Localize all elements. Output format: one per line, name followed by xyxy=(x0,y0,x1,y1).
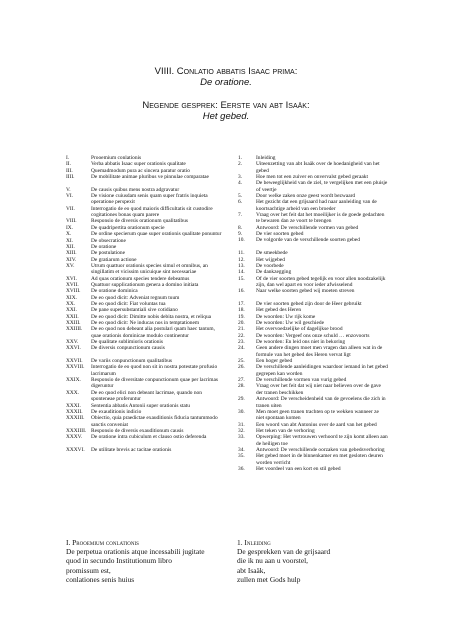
toc-entry-title: De eo quod dicit: Ne inducas nos in temptationem xyxy=(91,319,200,326)
latin-heading xyxy=(0,66,452,88)
toc-dutch-entry xyxy=(238,288,388,294)
toc-entry-title: De vier soorten gebed xyxy=(256,231,304,238)
toc-entry-title: Antwoord: De verscheidenheid van de gevoelens die zich in tranen uiten xyxy=(256,396,386,409)
toc-entry-number: 33. xyxy=(238,434,245,441)
toc-entry-number: XXIII. xyxy=(66,319,81,326)
section-latin xyxy=(66,538,236,584)
toc-entry-title: Vraag over het feit dat wij niet naar believen over de gave der tranen beschikken xyxy=(256,383,381,396)
latin-heading-line1: VIIII. Conlatio abbatis Isaac prima: xyxy=(154,66,298,77)
toc-entry-number: 3. xyxy=(238,174,243,181)
toc-entry-number: 12. xyxy=(238,256,245,263)
toc-entry-number: 18. xyxy=(238,307,245,314)
toc-entry-title: Men moet geen tranen trachten op te wekken wanneer ze niet spontaan komen xyxy=(256,408,379,422)
toc-entry-title: De woorden: Vergeef ons onze schuld … enzovoorts xyxy=(256,332,370,339)
toc-entry-number: XVI. xyxy=(66,275,77,282)
toc-latin xyxy=(66,155,226,453)
toc-entry-number: I. xyxy=(66,155,70,161)
toc-entry-title: De verschillende vormen van vurig gebed xyxy=(256,377,347,384)
toc-entry-title: Het wijgebed xyxy=(256,256,285,263)
toc-entry-title: Responsio de diversis orationum qualitatibus xyxy=(91,218,189,225)
toc-entry-title: De woorden: Uw wil geschiede xyxy=(256,320,324,327)
toc-entry-title: De obsecratione xyxy=(91,237,126,244)
toc-entry-title: Interrogatio de eo quod maioris difficultatis sit custodire cogitationes bonas quam parere xyxy=(91,205,213,219)
toc-entry-title: De postulatione xyxy=(91,250,125,257)
toc-dutch-entry xyxy=(238,466,388,472)
section-dutch-line: abt Isaäk, xyxy=(237,565,266,575)
toc-entry-number: 32. xyxy=(238,427,245,434)
toc-entry-title: De woorden: En leid ons niet in bekoring xyxy=(256,339,346,346)
toc-entry-title: Prooemium conlationis xyxy=(91,155,142,161)
toc-entry-title: De pane supersubstantiali sive cotidiano xyxy=(91,307,178,314)
toc-entry-number: II. xyxy=(66,161,71,168)
section-dutch xyxy=(237,538,397,584)
toc-entry-number: XVII. xyxy=(66,281,79,288)
section-latin-line: promissum est, xyxy=(66,565,111,575)
toc-dutch-entry xyxy=(238,161,388,174)
toc-latin-entry xyxy=(66,364,226,377)
toc-entry-title: Utrum quattuor orationis species simul et omnibus, an singillatim et vicissim unicuique sint necessariae xyxy=(91,262,208,276)
toc-entry-number: 6. xyxy=(238,199,243,206)
toc-entry-number: VIII. xyxy=(66,218,77,225)
toc-dutch-entry xyxy=(238,383,388,396)
toc-entry-number: XXXV. xyxy=(66,434,83,441)
toc-entry-number: 20. xyxy=(238,320,245,327)
toc-entry-title: Interrogatio de eo quod non sit in nostra potestate profusio lacrimarum xyxy=(91,364,218,377)
toc-entry-title: Een woord van abt Antonius over de aard van het gebed xyxy=(256,421,377,428)
toc-entry-number: XXIIII. xyxy=(66,326,83,333)
section-latin-line: De perpetua orationis atque incessabili jugitate xyxy=(66,547,205,557)
section-dutch-heading: 1. Inleiding xyxy=(237,538,271,547)
toc-entry-number: 7. xyxy=(238,212,243,219)
toc-entry-title: De woorden: Uw rijk kome xyxy=(256,313,316,320)
toc-entry-number: 21. xyxy=(238,326,245,333)
toc-entry-number: XIII. xyxy=(66,250,77,257)
dutch-heading xyxy=(0,100,452,122)
toc-latin-entry xyxy=(66,206,226,219)
toc-entry-number: 5. xyxy=(238,193,243,200)
toc-entry-title: De oratione dominica xyxy=(91,288,138,295)
toc-entry-title: Het gebed moet in de binnenkamer en met gesloten deuren worden verricht xyxy=(256,453,383,466)
toc-entry-number: 11. xyxy=(238,250,245,257)
toc-entry-number: XXVII. xyxy=(66,358,83,365)
toc-dutch xyxy=(238,155,388,472)
toc-dutch-entry xyxy=(238,237,388,243)
toc-entry-title: Of de vier soorten gebed tegelijk en voor allen noodzakelijk zijn, dan wel apart en voor ieder afwisselend xyxy=(256,275,386,288)
toc-entry-number: XXXIIII. xyxy=(66,427,87,434)
toc-entry-number: XXII. xyxy=(66,313,79,320)
toc-entry-title: De utilitate brevis ac tacitae orationis xyxy=(91,446,172,453)
toc-entry-number: XIX. xyxy=(66,294,77,301)
toc-entry-number: 13. xyxy=(238,262,245,269)
toc-entry-title: Sententia abbatis Antonii super orationis statu xyxy=(91,402,190,409)
toc-entry-title: De causis quibus mens nostra adgravatur xyxy=(91,186,180,193)
toc-entry-number: 31. xyxy=(238,421,245,428)
section-latin-heading: I. Prooemium conlationis xyxy=(66,538,139,547)
toc-entry-number: 27. xyxy=(238,377,245,384)
toc-entry-number: 28. xyxy=(238,383,245,390)
toc-entry-number: 8. xyxy=(238,224,243,231)
toc-dutch-entry xyxy=(238,396,388,409)
toc-entry-title: De visione cuiusdam senis quam super fratris inquieta operatione perspexit xyxy=(91,193,208,206)
toc-entry-number: 30. xyxy=(238,408,245,415)
toc-latin-entry xyxy=(66,263,226,276)
toc-entry-title: Het teken van de verhoring xyxy=(256,427,315,434)
toc-entry-number: 2. xyxy=(238,161,243,168)
toc-entry-title: De mobilitate animae pluribus ve pinnulae comparatae xyxy=(91,174,209,181)
toc-entry-title: De voorbede xyxy=(256,262,284,269)
toc-entry-number: X. xyxy=(66,231,72,238)
toc-dutch-entry xyxy=(238,453,388,466)
toc-dutch-entry xyxy=(238,434,388,447)
toc-latin-entry xyxy=(66,390,226,403)
toc-entry-title: Inleiding xyxy=(256,155,276,161)
toc-entry-number: 19. xyxy=(238,313,245,320)
toc-entry-number: 4. xyxy=(238,180,243,187)
toc-entry-number: XXXI. xyxy=(66,402,81,409)
toc-entry-title: Obiectio, quia praedictae exauditionis fiducia tantummodo sanctis conveniat xyxy=(91,415,218,428)
toc-latin-entry xyxy=(66,326,226,339)
toc-entry-title: De eo quod dicit: Adveniat regnum tuum xyxy=(91,294,180,301)
toc-entry-number: 10. xyxy=(238,237,245,244)
toc-entry-number: 9. xyxy=(238,231,243,238)
toc-entry-number: 24. xyxy=(238,345,245,352)
section-latin-line: quod in secundo Institutionum libro xyxy=(66,556,172,566)
toc-entry-title: Uiteenzetting van abt Isaäk over de hoedanigheid van het gebed xyxy=(256,161,380,174)
toc-latin-entry xyxy=(66,193,226,206)
toc-entry-title: De exauditionis indicio xyxy=(91,408,142,415)
toc-entry-number: 1. xyxy=(238,155,243,161)
toc-entry-number: III. xyxy=(66,167,73,174)
toc-entry-title: De diversis conpunctionum causis xyxy=(91,345,165,352)
toc-entry-title: Naar welke soorten gebed wij moeten streven xyxy=(256,288,355,295)
toc-entry-number: XXXII. xyxy=(66,408,83,415)
toc-entry-title: De quadripertita orationum specie xyxy=(91,224,165,231)
toc-entry-number: 17. xyxy=(238,301,245,307)
dutch-heading-line2: Het gebed. xyxy=(202,111,250,122)
toc-entry-title: Quattuor supplicationum genera a domino initiata xyxy=(91,281,199,288)
toc-entry-title: Door welke zaken onze geest wordt bezwaard xyxy=(256,193,356,200)
toc-entry-title: De eo quod dicit: Fiat voluntas tua xyxy=(91,300,166,307)
toc-entry-number: XV. xyxy=(66,262,75,269)
toc-entry-title: Quemadmodum pura ac sincera paratur oratio xyxy=(91,167,190,174)
toc-entry-title: Ad quas orationum species tendere debeamus xyxy=(91,275,190,282)
toc-entry-number: XIV. xyxy=(66,256,77,263)
toc-entry-title: Responsio de diversis exauditionum causis xyxy=(91,427,184,434)
toc-dutch-entry xyxy=(238,212,388,225)
toc-entry-title: De eo quod dicit: Dimitte nobis debita nostra, et reliqua xyxy=(91,313,212,320)
toc-entry-title: De dankzegging xyxy=(256,269,292,276)
toc-entry-number: V. xyxy=(66,186,71,193)
latin-heading-line2: De oratione. xyxy=(200,77,252,88)
toc-entry-number: XII. xyxy=(66,243,75,250)
toc-entry-title: Het gezicht dat een grijsaard had naar aanleiding van de koortsachtige arbeid van een broeder xyxy=(256,199,377,212)
toc-latin-entry xyxy=(66,415,226,428)
toc-entry-title: De smeekbede xyxy=(256,250,288,257)
toc-entry-number: XXVI. xyxy=(66,345,81,352)
toc-entry-title: Het gebed des Heren xyxy=(256,307,302,314)
toc-entry-title: De vier soorten gebed zijn door de Heer gebruikt xyxy=(256,301,362,307)
toc-entry-number: VII. xyxy=(66,205,75,212)
toc-entry-number: VI. xyxy=(66,193,74,200)
toc-entry-number: 25. xyxy=(238,358,245,365)
toc-entry-title: De eo quod non debeant alia postulari quam haec tantum, quae orationis dominicae modulo continentur xyxy=(91,326,215,339)
toc-entry-number: IX. xyxy=(66,224,74,231)
toc-entry-title: Het overvoedzelijke of dagelijkse brood xyxy=(256,326,343,333)
toc-entry-title: Geen andere dingen moet men vragen dan alleen wat in de formule van het gebed des Heren vervat ligt xyxy=(256,345,383,358)
toc-latin-entry xyxy=(66,174,226,180)
toc-entry-number: IIII. xyxy=(66,174,75,181)
toc-dutch-entry xyxy=(238,180,388,193)
toc-entry-title: Een hoger gebed xyxy=(256,358,293,365)
toc-entry-title: De verschillende aanleidingen waardoor iemand in het gebed gegrepen kan worden xyxy=(256,364,388,377)
toc-latin-entry xyxy=(66,345,226,351)
toc-entry-number: 23. xyxy=(238,339,245,346)
toc-entry-number: 29. xyxy=(238,396,245,403)
toc-entry-number: XXXIII. xyxy=(66,415,85,422)
toc-entry-number: XI. xyxy=(66,237,74,244)
toc-entry-title: De gratiarum actione xyxy=(91,256,137,263)
toc-dutch-entry xyxy=(238,199,388,212)
toc-entry-title: De eo quod elici non debeant lacrimae, quando non sponteneae proferuntur xyxy=(91,389,202,403)
toc-entry-title: Hoe men tot een zuiver en onvervalst gebed geraakt xyxy=(256,174,368,181)
toc-entry-number: 16. xyxy=(238,288,245,295)
toc-entry-title: Het voordeel van een kort en stil gebed xyxy=(256,465,341,472)
toc-entry-title: De ordine specierum quae super orationis qualitate ponuntur xyxy=(91,231,222,238)
toc-entry-title: Responsio de diversitate conpunctionum quae per lacrimas digeruntur xyxy=(91,377,218,390)
toc-entry-number: 15. xyxy=(238,275,245,282)
toc-entry-number: 14. xyxy=(238,269,245,276)
toc-entry-title: De oratione intra cubiculum et clauso ostio deferenda xyxy=(91,434,207,441)
section-dutch-line: die ik nu aan u voorstel, xyxy=(237,556,309,566)
toc-entry-title: Antwoord: De verschillende oorzaken van gebedsverhoring xyxy=(256,446,385,453)
toc-dutch-entry xyxy=(238,345,388,358)
toc-entry-number: XXXVI. xyxy=(66,446,85,453)
toc-entry-number: 26. xyxy=(238,364,245,371)
toc-entry-title: De volgorde van de verschillende soorten gebed xyxy=(256,237,360,244)
toc-entry-number: 36. xyxy=(238,465,245,472)
toc-entry-title: Verba abbatis Isaac super orationis qualitate xyxy=(91,161,186,168)
toc-entry-number: XX. xyxy=(66,300,76,307)
toc-entry-number: XXV. xyxy=(66,339,79,346)
toc-entry-title: Antwoord: De verschillende vormen van gebed xyxy=(256,224,359,231)
toc-entry-title: De variis conpunctionum qualitatibus xyxy=(91,358,172,365)
toc-entry-number: XXX. xyxy=(66,389,80,396)
toc-entry-title: De qualitate sublimioris orationis xyxy=(91,339,164,346)
toc-latin-entry xyxy=(66,447,226,453)
toc-entry-title: De beweeglijkheid van de ziel, te vergelijken met een pluisje of veertje xyxy=(256,180,388,193)
toc-latin-entry xyxy=(66,434,226,440)
section-dutch-line: De gesprekken van de grijsaard xyxy=(237,547,331,557)
toc-entry-number: XXI. xyxy=(66,307,77,314)
toc-latin-entry xyxy=(66,377,226,390)
toc-entry-title: Opwerping: Het vertrouwen verhoord te zijn komt alleen aan de heiligen toe xyxy=(256,434,388,447)
toc-dutch-entry xyxy=(238,364,388,377)
toc-entry-title: Vraag over het feit dat het moeilijker is de goede gedachten te bewaren dan ze voort te brengen xyxy=(256,212,385,225)
toc-entry-number: 35. xyxy=(238,453,245,460)
toc-entry-number: XXIX. xyxy=(66,377,81,384)
toc-entry-title: De oratione xyxy=(91,243,117,250)
section-dutch-line: zullen met Gods hulp xyxy=(237,574,301,584)
section-latin-line: conlationes senis huius xyxy=(66,574,135,584)
toc-entry-number: XVIII. xyxy=(66,288,81,295)
dutch-heading-line1: Negende gesprek: Eerste van abt Isaäk: xyxy=(142,100,310,111)
toc-entry-number: XXVIII. xyxy=(66,364,85,371)
toc-entry-number: 22. xyxy=(238,332,245,339)
toc-dutch-entry xyxy=(238,276,388,289)
toc-entry-number: 34. xyxy=(238,446,245,453)
toc-dutch-entry xyxy=(238,409,388,422)
